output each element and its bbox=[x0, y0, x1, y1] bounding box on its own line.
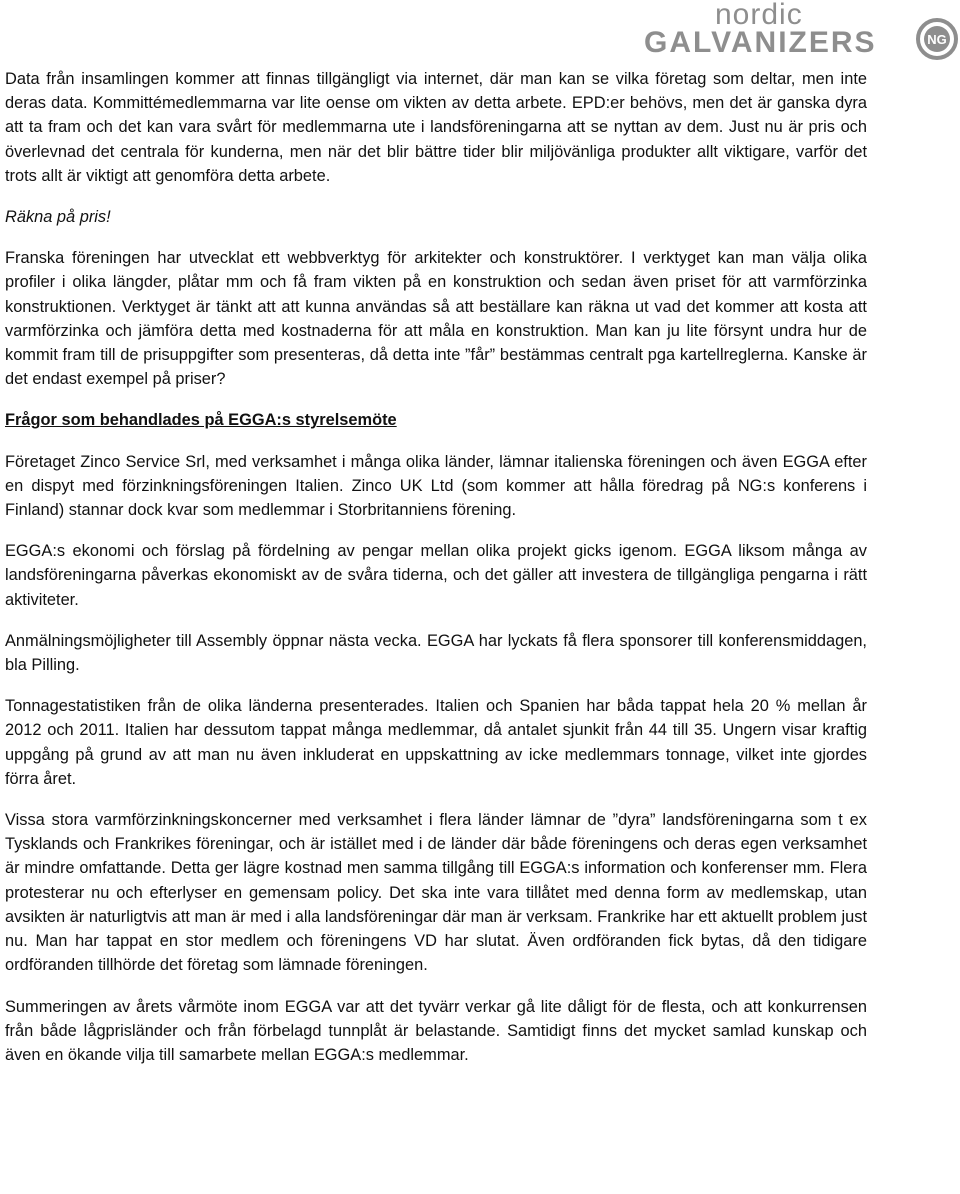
paragraph-tonnage: Tonnagestatistiken från de olika länderna presenterades. Italien och Spanien har båda tappat hela 20 % mellan år 2012 och 2011. Italien har dessutom tappat många medlemmar, då antalet sjunkit från 44 till 35. Ungern visar kraftig uppgång på grund av att man nu även inkluderat en uppskattning av icke medlemmars tonnage, vilket inte gjordes förra året. bbox=[5, 697, 867, 788]
logo-mark-icon bbox=[916, 18, 958, 60]
logo-nordic-text: nordic bbox=[715, 0, 803, 31]
logo-galvanizers-text: GALVANIZERS bbox=[644, 26, 877, 59]
paragraph-ekonomi: EGGA:s ekonomi och förslag på fördelning av pengar mellan olika projekt gicks igenom. EGGA liksom många av landsföreningarna påverkas ekonomiskt av de svåra tiderna, och det gäller att investera de tillgängliga pengarna i rätt aktiviteter. bbox=[5, 542, 867, 609]
company-logo bbox=[618, 0, 958, 62]
paragraph-zinco: Företaget Zinco Service Srl, med verksamhet i många olika länder, lämnar italienska föreningen och även EGGA efter en dispyt med förzinkningsföreningen Italien. Zinco UK Ltd (som kommer att hålla föredrag på NG:s konferens i Finland) stannar dock kvar som medlemmar i Storbritanniens förening. bbox=[5, 452, 867, 520]
paragraph-epd: Data från insamlingen kommer att finnas tillgängligt via internet, där man kan se vilka företag som deltar, men inte deras data. Kommittémedlemmarna var lite oense om vikten av detta arbete. EPD:er behövs, men det är ganska dyra att ta fram och det kan vara svårt för medlemmarna ute i landsföreningarna att se nyttan av dem. Just nu är pris och överlevnad det centrala för kunderna, men när det blir bättre tider blir miljövänliga produkter allt viktigare, varför det trots allt är viktigt att genomföra detta arbete. bbox=[5, 70, 867, 185]
subheading-rakna-pa-pris: Räkna på pris! bbox=[5, 208, 111, 227]
paragraph-webbverktyg: Franska föreningen har utvecklat ett webbverktyg för arkitekter och konstruktörer. I verktyget kan man välja olika profiler i olika längder, plåtar mm och få fram vikten på en konstruktion och sedan även priset för att varmförzinka konstruktionen. Verktyget är tänkt att att kunna användas så att beställare kan räkna ut vad det kommer att kosta att varmförzinka och jämföra detta med kostnaderna för att måla en konstruktion. Man kan ju lite försynt undra hur de kommit fram till de prisuppgifter som presenteras, då detta inte ”får” bestämmas centralt pga kartellreglerna. Kanske är det endast exempel på priser? bbox=[5, 249, 867, 389]
paragraph-assembly: Anmälningsmöjligheter till Assembly öppnar nästa vecka. EGGA har lyckats få flera sponsorer till konferensmiddagen, bla Pilling. bbox=[5, 631, 867, 675]
document-body bbox=[5, 67, 867, 1084]
section-heading: Frågor som behandlades på EGGA:s styrelsemöte bbox=[5, 411, 397, 430]
logo-mark-text: NG bbox=[927, 32, 947, 47]
paragraph-koncerner: Vissa stora varmförzinkningskoncerner med verksamhet i flera länder lämnar de ”dyra” landsföreningarna som t ex Tysklands och Frankrikes föreningar, och är istället med i de länder där både föreningens och deras egen verksamhet är mindre omfattande. Detta ger lägre kostnad men samma tillgång till EGGA:s information och konferenser mm. Flera protesterar nu och efterlyser en gemensam policy. Det ska inte vara tillåtet med denna form av medlemskap, utan avsikten är naturligtvis att man är med i alla landsföreningar där man är verksam. Frankrike har ett aktuellt problem just nu. Man har tappat en stor medlem och föreningens VD har slutat. Även ordföranden fick bytas, då den tidigare ordföranden tillhörde det företag som lämnade föreningen. bbox=[5, 811, 867, 975]
paragraph-summering: Summeringen av årets vårmöte inom EGGA var att det tyvärr verkar gå lite dåligt för de flesta, och att konkurrensen från både lågprisländer och från förbelagd tunnplåt är belastande. Samtidigt finns det mycket samlad kunskap och även en ökande vilja till samarbete mellan EGGA:s medlemmar. bbox=[5, 997, 867, 1064]
